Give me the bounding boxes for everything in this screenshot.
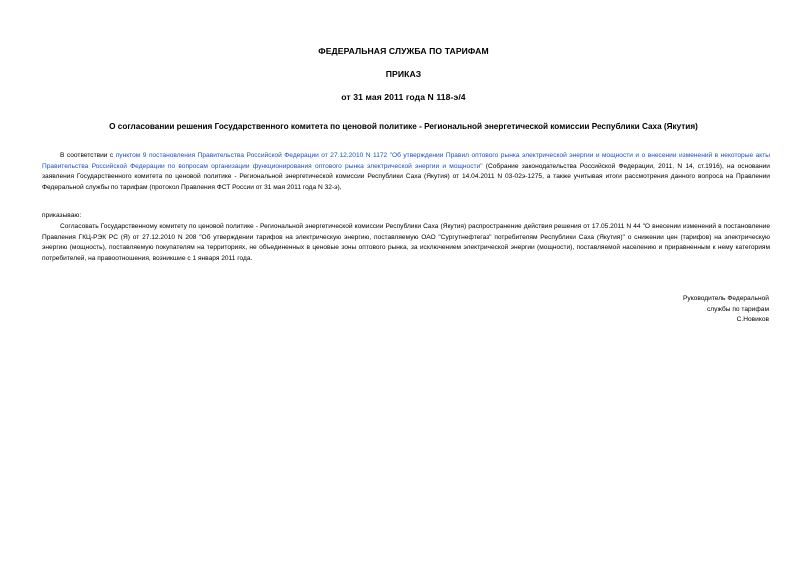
signature-position-line1: Руководитель Федеральной (683, 295, 769, 302)
signature-block (683, 294, 769, 326)
preamble-link-decree[interactable]: пунктом 9 постановления Правительства Российской Федерации от 27.12.2010 N 1172 "Об утверждении Правил оптового рынка электрической энергии и мощности и о внесении изменений в некоторые акты Правительства Российской Федерации по вопросам организации функционирования оптового рынка электрической энергии и мощности" (42, 152, 770, 170)
doc-title: О согласовании решения Государственного комитета по ценовой политике - Региональной энергетической комиссии Республики Саха (Якутия) (109, 122, 698, 131)
order-paragraph: Согласовать Государственному комитету по ценовой политике - Региональной энергетической комиссии Республики Саха (Якутия) распространение действия решения от 17.05.2011 N 44 "О внесении изменений в постановление Правления ГКЦ-РЭК РС (Я) от 27.12.2010 N 208 "Об утверждении тарифов на электрическую энергию, поставляемую ОАО "Сургутнефтегаз" потребителям Республики Саха (Якутия)" о снижении цен (тарифов) на электрическую энергию (мощность), поставляемую покупателям на территориях, не объединенных в ценовые зоны оптового рынка, за исключением электрической энергии (мощности), поставляемой населению и приравненным к нему категориям потребителей, на правоотношения, возникшие с 1 января 2011 года. (42, 223, 770, 262)
doc-date-number: от 31 мая 2011 года N 118-э/4 (341, 92, 466, 102)
doc-type: ПРИКАЗ (385, 69, 422, 79)
signature-name: С.Новиков (736, 316, 769, 324)
preamble-paragraph (42, 151, 770, 193)
agency-name: ФЕДЕРАЛЬНАЯ СЛУЖБА ПО ТАРИФАМ (318, 46, 489, 56)
signature-position-line2: службы по тарифам (706, 305, 769, 313)
preamble-suffix: (Собрание законодательства Российской Федерации, 2011, N 14, ст.1916), на основании заявления Государственного комитета по ценовой политике - Региональной энергетической комиссии Республики Саха (Якутия) от 14.04.2011 N 03-02э-1275, а также учитывая итоги рассмотрения данного вопроса на Правлении Федеральной службы по тарифам (протокол Правления ФСТ России от 31 мая 2011 года N 32-э), (42, 162, 770, 191)
preamble-prefix: В соответствии с (60, 152, 116, 159)
order-word: приказываю: (42, 212, 82, 219)
